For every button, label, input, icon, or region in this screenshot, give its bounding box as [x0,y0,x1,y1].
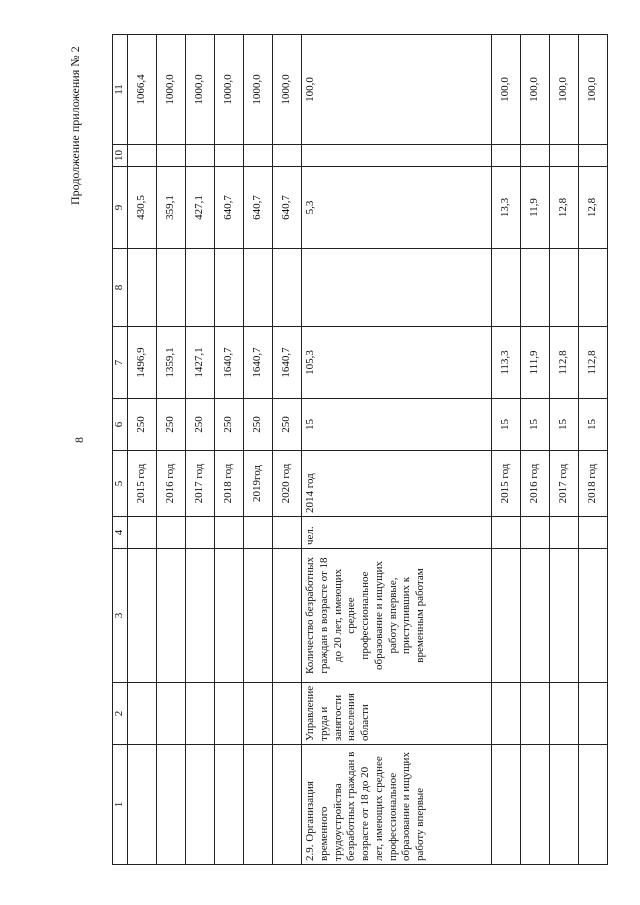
cell-c10 [579,145,608,167]
cell-c10 [521,145,550,167]
section-row [302,35,492,865]
cell-year: 2017 год [550,451,579,517]
header-col-4: 4 [113,517,128,549]
cell-c10 [244,145,273,167]
cell-c8 [492,249,521,327]
cell-c7: 112,8 [550,327,579,399]
table-row [128,35,157,865]
rotated-table-wrapper [112,35,599,865]
header-col-10: 10 [113,145,128,167]
cell-c7: 105,3 [302,327,492,399]
cell-c8 [521,249,550,327]
cell-c7: 1640,7 [244,327,273,399]
cell-c8 [579,249,608,327]
table-row [157,35,186,865]
cell-c6: 250 [244,399,273,451]
cell-c6: 250 [215,399,244,451]
cell-c9: 640,7 [244,167,273,249]
cell-c8 [244,249,273,327]
header-col-9: 9 [113,167,128,249]
section-unit: чел. [302,517,492,549]
cell-c9: 5,3 [302,167,492,249]
header-col-3: 3 [113,549,128,683]
cell-c10 [273,145,302,167]
cell-c9: 640,7 [273,167,302,249]
cell-c6: 15 [302,399,492,451]
cell-c8 [157,249,186,327]
cell-year: 2017 год [186,451,215,517]
header-col-5: 5 [113,451,128,517]
cell-c8 [302,249,492,327]
cell-c7: 1496,9 [128,327,157,399]
header-col-8: 8 [113,249,128,327]
cell-c10 [492,145,521,167]
cell-c11: 1066,4 [128,35,157,145]
cell-year: 2016 год [157,451,186,517]
cell-c9: 11,9 [521,167,550,249]
cell-c11: 1000,0 [244,35,273,145]
cell-c6: 15 [550,399,579,451]
cell-c9: 427,1 [186,167,215,249]
header-col-1: 1 [113,745,128,865]
data-table [112,34,608,865]
cell-c11: 1000,0 [157,35,186,145]
cell-c10 [550,145,579,167]
cell-c9: 359,1 [157,167,186,249]
section-measure-name: 2.9. Организация временного трудоустройства безработных граждан в возрасте от 18 до 20 лет, имеющих среднее профессиональное образование и ищущих работу впервые [302,745,492,865]
cell-c10 [186,145,215,167]
cell-c11: 100,0 [579,35,608,145]
cell-c9: 13,3 [492,167,521,249]
table-row [521,35,550,865]
cell-c7: 111,9 [521,327,550,399]
cell-year: 2016 год [521,451,550,517]
header-col-11: 11 [113,35,128,145]
cell-year: 2014 год [302,451,492,517]
table-row [215,35,244,865]
cell-c7: 112,8 [579,327,608,399]
cell-year: 2020 год [273,451,302,517]
table-row [244,35,273,865]
cell-c9: 430,5 [128,167,157,249]
header-col-7: 7 [113,327,128,399]
header-col-6: 6 [113,399,128,451]
cell-c8 [550,249,579,327]
cell-year: 2018 год [215,451,244,517]
cell-c8 [186,249,215,327]
cell-c10 [302,145,492,167]
cell-c8 [128,249,157,327]
table-row [273,35,302,865]
page-number: 8 [72,437,86,443]
cell-c6: 250 [273,399,302,451]
cell-c7: 1427,1 [186,327,215,399]
cell-c11: 100,0 [550,35,579,145]
cell-c11: 100,0 [521,35,550,145]
cell-year: 2019год [244,451,273,517]
cell-c7: 1640,7 [273,327,302,399]
table-row [579,35,608,865]
cell-c11: 1000,0 [215,35,244,145]
cell-c8 [215,249,244,327]
cell-c6: 250 [186,399,215,451]
cell-c9: 12,8 [579,167,608,249]
cell-c10 [128,145,157,167]
cell-c11: 100,0 [492,35,521,145]
cell-c10 [157,145,186,167]
header-row [113,35,128,865]
cell-c8 [273,249,302,327]
cell-c6: 15 [579,399,608,451]
cell-c6: 15 [521,399,550,451]
section-responsible: Управление труда и занятости населения области [302,683,492,745]
cell-c6: 250 [157,399,186,451]
continuation-title: Продолжение приложения № 2 [68,46,82,205]
cell-c11: 100,0 [302,35,492,145]
cell-c7: 113,3 [492,327,521,399]
cell-c7: 1359,1 [157,327,186,399]
table-row [550,35,579,865]
cell-c11: 1000,0 [186,35,215,145]
cell-c9: 640,7 [215,167,244,249]
section-indicator: Количество безработных граждан в возрасте от 18 до 20 лет, имеющих среднее профессиональное образование и ищущих работу впервые, приступивших к временным работам [302,549,492,683]
cell-year: 2015 год [128,451,157,517]
cell-c10 [215,145,244,167]
cell-year: 2018 год [579,451,608,517]
cell-c6: 15 [492,399,521,451]
table-row [186,35,215,865]
cell-year: 2015 год [492,451,521,517]
cell-c6: 250 [128,399,157,451]
header-col-2: 2 [113,683,128,745]
cell-c9: 12,8 [550,167,579,249]
cell-c11: 1000,0 [273,35,302,145]
table-row [492,35,521,865]
cell-c7: 1640,7 [215,327,244,399]
